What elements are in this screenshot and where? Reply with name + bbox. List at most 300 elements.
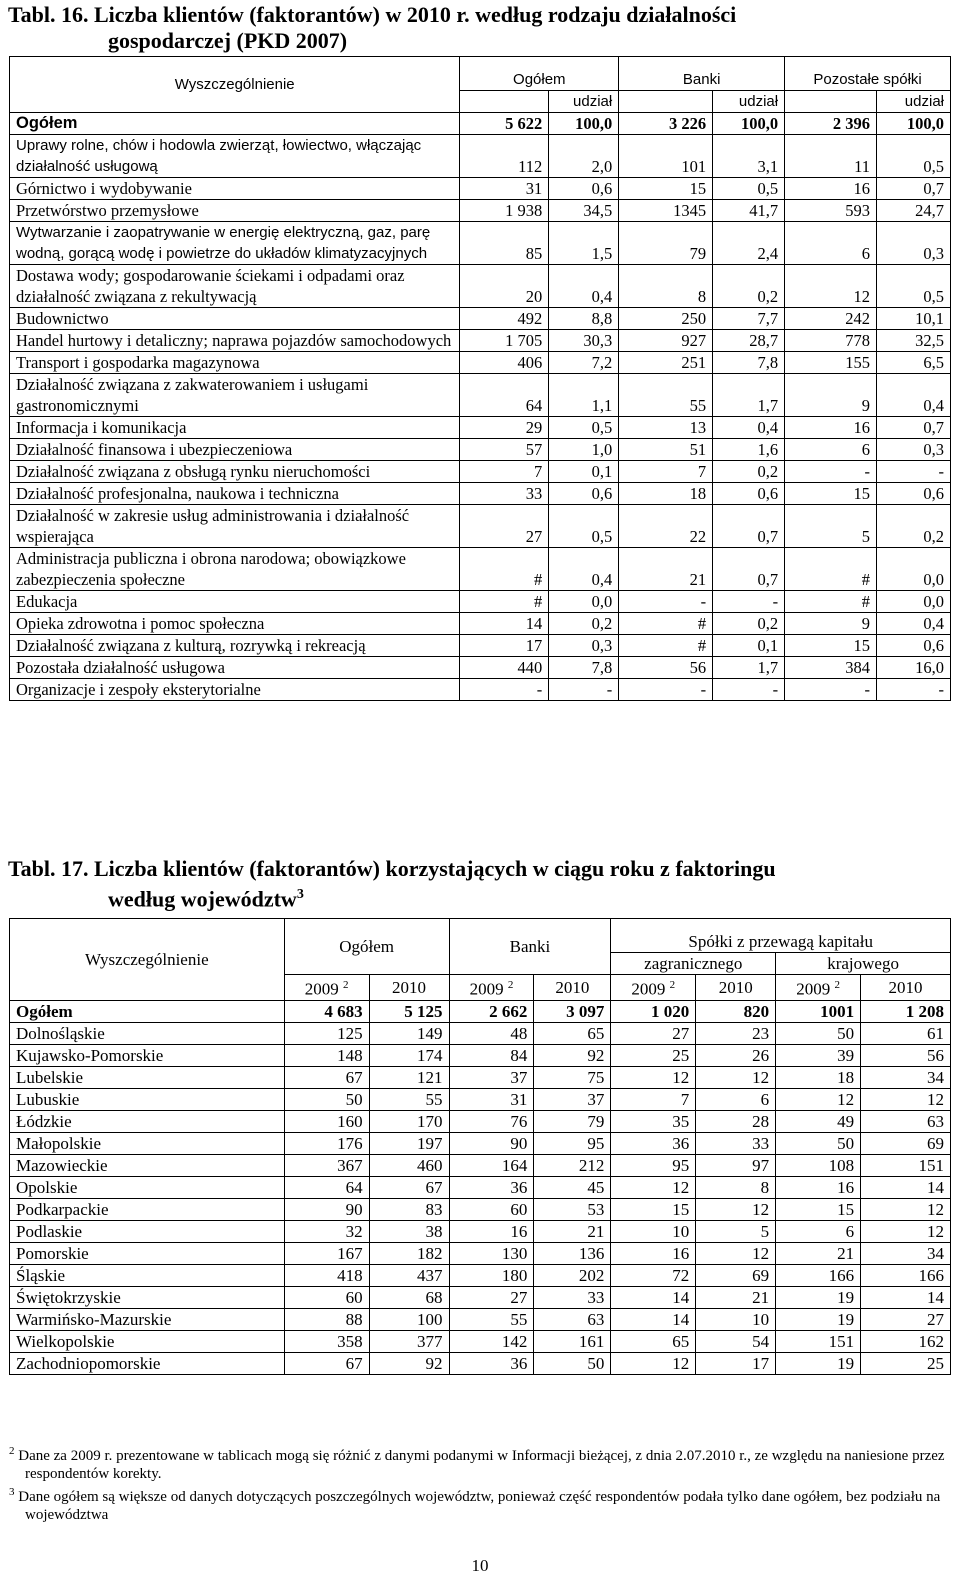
cell-value: 251 bbox=[619, 352, 713, 374]
row-label: Podlaskie bbox=[10, 1220, 285, 1242]
header-udzial-pozostale: udział bbox=[877, 91, 951, 113]
cell-value: 6,5 bbox=[877, 352, 951, 374]
year-2010-header: 2010 bbox=[696, 975, 776, 1001]
row-label: Ogółem bbox=[10, 113, 460, 135]
row-label: Działalność finansowa i ubezpieczeniowa bbox=[10, 439, 460, 461]
table-row bbox=[10, 1264, 951, 1286]
cell-value: 1 938 bbox=[460, 200, 549, 222]
cell-value: 12 bbox=[611, 1066, 696, 1088]
t17-header-banki: Banki bbox=[449, 919, 611, 975]
cell-value: 67 bbox=[369, 1176, 449, 1198]
cell-value: 69 bbox=[861, 1132, 951, 1154]
table-row bbox=[10, 1000, 951, 1022]
cell-value: 0,7 bbox=[713, 548, 785, 591]
cell-value: 34 bbox=[861, 1066, 951, 1088]
cell-value: 17 bbox=[460, 635, 549, 657]
cell-value: 377 bbox=[369, 1330, 449, 1352]
cell-value: 14 bbox=[611, 1286, 696, 1308]
cell-value: 100,0 bbox=[713, 113, 785, 135]
cell-value: 84 bbox=[449, 1044, 534, 1066]
cell-value: 0,4 bbox=[713, 417, 785, 439]
table-row bbox=[10, 461, 951, 483]
cell-value: 27 bbox=[449, 1286, 534, 1308]
cell-value: 32 bbox=[284, 1220, 369, 1242]
table16 bbox=[9, 56, 951, 701]
table-row bbox=[10, 1132, 951, 1154]
cell-value: 12 bbox=[696, 1242, 776, 1264]
cell-value: 0,5 bbox=[713, 178, 785, 200]
table-row bbox=[10, 548, 951, 591]
row-label: Ogółem bbox=[10, 1000, 285, 1022]
cell-value: - bbox=[713, 679, 785, 701]
cell-value: 38 bbox=[369, 1220, 449, 1242]
cell-value: 15 bbox=[785, 483, 877, 505]
cell-value: 83 bbox=[369, 1198, 449, 1220]
row-label: Administracja publiczna i obrona narodowa; obowiązkowe zabezpieczenia społeczne bbox=[10, 548, 460, 591]
cell-value: 161 bbox=[534, 1330, 611, 1352]
cell-value: 112 bbox=[460, 135, 549, 178]
cell-value: 16 bbox=[785, 417, 877, 439]
cell-value: 79 bbox=[534, 1110, 611, 1132]
cell-value: 14 bbox=[611, 1308, 696, 1330]
cell-value: 820 bbox=[696, 1000, 776, 1022]
row-label: Edukacja bbox=[10, 591, 460, 613]
cell-value: 2,4 bbox=[713, 222, 785, 265]
cell-value: 79 bbox=[619, 222, 713, 265]
cell-value: 100,0 bbox=[877, 113, 951, 135]
cell-value: 151 bbox=[861, 1154, 951, 1176]
cell-value: 26 bbox=[696, 1044, 776, 1066]
cell-value: 36 bbox=[449, 1176, 534, 1198]
cell-value: 88 bbox=[284, 1308, 369, 1330]
cell-value: 6 bbox=[696, 1088, 776, 1110]
row-label: Działalność w zakresie usług administrowania i działalność wspierająca bbox=[10, 505, 460, 548]
cell-value: 0,7 bbox=[877, 417, 951, 439]
row-label: Zachodniopomorskie bbox=[10, 1352, 285, 1374]
cell-value: - bbox=[549, 679, 619, 701]
cell-value: 100 bbox=[369, 1308, 449, 1330]
cell-value: - bbox=[619, 679, 713, 701]
cell-value: 0,6 bbox=[549, 483, 619, 505]
cell-value: 8 bbox=[696, 1176, 776, 1198]
cell-value: 1,1 bbox=[549, 374, 619, 417]
t17-header-spolki: Spółki z przewagą kapitału bbox=[611, 919, 951, 953]
cell-value: 7,7 bbox=[713, 308, 785, 330]
row-label: Opieka zdrowotna i pomoc społeczna bbox=[10, 613, 460, 635]
cell-value: 0,3 bbox=[549, 635, 619, 657]
cell-value: 0,5 bbox=[549, 417, 619, 439]
table17-title-line1: Tabl. 17. Liczba klientów (faktorantów) korzystających w ciągu roku z faktoringu bbox=[8, 856, 776, 881]
cell-value: 11 bbox=[785, 135, 877, 178]
cell-value: 927 bbox=[619, 330, 713, 352]
cell-value: 32,5 bbox=[877, 330, 951, 352]
year-2010-header: 2010 bbox=[369, 975, 449, 1001]
table-row bbox=[10, 657, 951, 679]
table-row bbox=[10, 178, 951, 200]
cell-value: 212 bbox=[534, 1154, 611, 1176]
table-row bbox=[10, 635, 951, 657]
cell-value: 36 bbox=[449, 1352, 534, 1374]
cell-value: 437 bbox=[369, 1264, 449, 1286]
cell-value: 90 bbox=[284, 1198, 369, 1220]
year-2009-header bbox=[449, 975, 534, 1001]
cell-value: # bbox=[785, 591, 877, 613]
year-2010-header: 2010 bbox=[861, 975, 951, 1001]
cell-value: 12 bbox=[776, 1088, 861, 1110]
cell-value: 0,4 bbox=[549, 548, 619, 591]
row-label: Lubuskie bbox=[10, 1088, 285, 1110]
cell-value: 57 bbox=[460, 439, 549, 461]
year-2009-header bbox=[284, 975, 369, 1001]
cell-value: 65 bbox=[611, 1330, 696, 1352]
table-row bbox=[10, 200, 951, 222]
cell-value: - bbox=[713, 591, 785, 613]
cell-value: # bbox=[460, 591, 549, 613]
cell-value: 174 bbox=[369, 1044, 449, 1066]
cell-value: 0,3 bbox=[877, 222, 951, 265]
cell-value: 7,2 bbox=[549, 352, 619, 374]
table-row bbox=[10, 679, 951, 701]
cell-value: 95 bbox=[534, 1132, 611, 1154]
cell-value: 64 bbox=[284, 1176, 369, 1198]
cell-value: 92 bbox=[534, 1044, 611, 1066]
row-label: Pozostała działalność usługowa bbox=[10, 657, 460, 679]
cell-value: 16 bbox=[776, 1176, 861, 1198]
cell-value: 56 bbox=[619, 657, 713, 679]
cell-value: 15 bbox=[785, 635, 877, 657]
cell-value: 3 226 bbox=[619, 113, 713, 135]
cell-value: 176 bbox=[284, 1132, 369, 1154]
year-2009-header bbox=[611, 975, 696, 1001]
header-udzial-ogolem: udział bbox=[549, 91, 619, 113]
cell-value: 10 bbox=[611, 1220, 696, 1242]
cell-value: 5 bbox=[785, 505, 877, 548]
cell-value: 21 bbox=[776, 1242, 861, 1264]
cell-value: 0,2 bbox=[713, 265, 785, 308]
cell-value: 21 bbox=[696, 1286, 776, 1308]
cell-value: 65 bbox=[534, 1022, 611, 1044]
cell-value: # bbox=[785, 548, 877, 591]
row-label: Warmińsko-Mazurskie bbox=[10, 1308, 285, 1330]
cell-value: 0,1 bbox=[549, 461, 619, 483]
cell-value: 68 bbox=[369, 1286, 449, 1308]
cell-value: 85 bbox=[460, 222, 549, 265]
cell-value: 33 bbox=[534, 1286, 611, 1308]
table-row bbox=[10, 1330, 951, 1352]
cell-value: # bbox=[619, 613, 713, 635]
cell-value: 0,2 bbox=[713, 613, 785, 635]
row-label: Pomorskie bbox=[10, 1242, 285, 1264]
cell-value: 170 bbox=[369, 1110, 449, 1132]
row-label: Dostawa wody; gospodarowanie ściekami i odpadami oraz działalność związana z rekultywacją bbox=[10, 265, 460, 308]
cell-value: 100,0 bbox=[549, 113, 619, 135]
cell-value: 0,4 bbox=[549, 265, 619, 308]
row-label: Wytwarzanie i zaopatrywanie w energię elektryczną, gaz, parę wodną, gorącą wodę i powietrze do układów klimatyzacyjnych bbox=[10, 222, 460, 265]
cell-value: 54 bbox=[696, 1330, 776, 1352]
cell-value: 25 bbox=[611, 1044, 696, 1066]
cell-value: 6 bbox=[776, 1220, 861, 1242]
cell-value: 0,2 bbox=[549, 613, 619, 635]
cell-value: 30,3 bbox=[549, 330, 619, 352]
cell-value: 16 bbox=[611, 1242, 696, 1264]
cell-value: 49 bbox=[776, 1110, 861, 1132]
cell-value: 28,7 bbox=[713, 330, 785, 352]
t17-header-zagranicznego: zagranicznego bbox=[611, 953, 776, 975]
table16-body bbox=[10, 113, 951, 701]
cell-value: 12 bbox=[611, 1176, 696, 1198]
cell-value: 16 bbox=[449, 1220, 534, 1242]
cell-value: 108 bbox=[776, 1154, 861, 1176]
table-row bbox=[10, 1044, 951, 1066]
footnote-mark: 2 bbox=[343, 979, 349, 991]
cell-value: 15 bbox=[776, 1198, 861, 1220]
cell-value: 6 bbox=[785, 222, 877, 265]
cell-value: 18 bbox=[776, 1066, 861, 1088]
row-label: Podkarpackie bbox=[10, 1198, 285, 1220]
cell-value: 460 bbox=[369, 1154, 449, 1176]
year-2010-header: 2010 bbox=[534, 975, 611, 1001]
cell-value: 45 bbox=[534, 1176, 611, 1198]
cell-value: 406 bbox=[460, 352, 549, 374]
cell-value: 593 bbox=[785, 200, 877, 222]
cell-value: 3,1 bbox=[713, 135, 785, 178]
table-row bbox=[10, 1176, 951, 1198]
cell-value: 53 bbox=[534, 1198, 611, 1220]
cell-value: 166 bbox=[776, 1264, 861, 1286]
cell-value: 1,0 bbox=[549, 439, 619, 461]
cell-value: 7 bbox=[619, 461, 713, 483]
cell-value: 0,0 bbox=[877, 548, 951, 591]
cell-value: 197 bbox=[369, 1132, 449, 1154]
cell-value: 166 bbox=[861, 1264, 951, 1286]
cell-value: 8,8 bbox=[549, 308, 619, 330]
cell-value: 250 bbox=[619, 308, 713, 330]
cell-value: 160 bbox=[284, 1110, 369, 1132]
cell-value: 13 bbox=[619, 417, 713, 439]
cell-value: 67 bbox=[284, 1066, 369, 1088]
table17-title bbox=[8, 856, 776, 912]
footnote-3-text: Dane ogółem są większe od danych dotyczących poszczególnych województw, ponieważ część respondentów podała tylko dane ogółem, bez podziału na województwa bbox=[18, 1489, 941, 1523]
cell-value: 0,6 bbox=[549, 178, 619, 200]
cell-value: 0,2 bbox=[713, 461, 785, 483]
row-label: Transport i gospodarka magazynowa bbox=[10, 352, 460, 374]
footnote-3 bbox=[9, 1483, 951, 1524]
cell-value: 0,6 bbox=[877, 635, 951, 657]
row-label: Handel hurtowy i detaliczny; naprawa pojazdów samochodowych bbox=[10, 330, 460, 352]
cell-value: - bbox=[619, 591, 713, 613]
cell-value: 64 bbox=[460, 374, 549, 417]
table-row bbox=[10, 1198, 951, 1220]
cell-value: 21 bbox=[534, 1220, 611, 1242]
t17-header-krajowego: krajowego bbox=[776, 953, 951, 975]
table-row bbox=[10, 505, 951, 548]
cell-value: 56 bbox=[861, 1044, 951, 1066]
cell-value: 61 bbox=[861, 1022, 951, 1044]
cell-value: 5 125 bbox=[369, 1000, 449, 1022]
cell-value: 1345 bbox=[619, 200, 713, 222]
cell-value: 418 bbox=[284, 1264, 369, 1286]
cell-value: 155 bbox=[785, 352, 877, 374]
cell-value: 151 bbox=[776, 1330, 861, 1352]
cell-value: 101 bbox=[619, 135, 713, 178]
cell-value: 5 bbox=[696, 1220, 776, 1242]
row-label: Mazowieckie bbox=[10, 1154, 285, 1176]
cell-value: 492 bbox=[460, 308, 549, 330]
cell-value: 0,2 bbox=[877, 505, 951, 548]
row-label: Łódzkie bbox=[10, 1110, 285, 1132]
cell-value: 125 bbox=[284, 1022, 369, 1044]
cell-value: 1,6 bbox=[713, 439, 785, 461]
table-row bbox=[10, 1286, 951, 1308]
cell-value: 16,0 bbox=[877, 657, 951, 679]
table16-title bbox=[8, 2, 736, 54]
cell-value: 367 bbox=[284, 1154, 369, 1176]
cell-value: - bbox=[877, 679, 951, 701]
row-label: Opolskie bbox=[10, 1176, 285, 1198]
cell-value: 55 bbox=[369, 1088, 449, 1110]
row-label: Organizacje i zespoły eksterytorialne bbox=[10, 679, 460, 701]
cell-value: 29 bbox=[460, 417, 549, 439]
table-row bbox=[10, 417, 951, 439]
cell-value: 33 bbox=[696, 1132, 776, 1154]
cell-value: 50 bbox=[534, 1352, 611, 1374]
cell-value: 90 bbox=[449, 1132, 534, 1154]
cell-value: 14 bbox=[861, 1286, 951, 1308]
table16-title-line2: gospodarczej (PKD 2007) bbox=[108, 28, 348, 53]
table-row bbox=[10, 1308, 951, 1330]
cell-value: 17 bbox=[696, 1352, 776, 1374]
cell-value: 1 208 bbox=[861, 1000, 951, 1022]
table-row bbox=[10, 613, 951, 635]
cell-value: 1001 bbox=[776, 1000, 861, 1022]
cell-value: 69 bbox=[696, 1264, 776, 1286]
cell-value: 7 bbox=[611, 1088, 696, 1110]
table-row bbox=[10, 113, 951, 135]
table-row bbox=[10, 330, 951, 352]
cell-value: 41,7 bbox=[713, 200, 785, 222]
cell-value: 63 bbox=[534, 1308, 611, 1330]
cell-value: 23 bbox=[696, 1022, 776, 1044]
cell-value: 19 bbox=[776, 1308, 861, 1330]
year-2009-header bbox=[776, 975, 861, 1001]
cell-value: 14 bbox=[460, 613, 549, 635]
cell-value: 1,7 bbox=[713, 657, 785, 679]
table-row bbox=[10, 222, 951, 265]
cell-value: 0,6 bbox=[713, 483, 785, 505]
cell-value: 4 683 bbox=[284, 1000, 369, 1022]
table16-title-line1: Tabl. 16. Liczba klientów (faktorantów) w 2010 r. według rodzaju działalności bbox=[8, 2, 737, 27]
cell-value: 3 097 bbox=[534, 1000, 611, 1022]
cell-value: 14 bbox=[861, 1176, 951, 1198]
cell-value: - bbox=[785, 461, 877, 483]
table-row bbox=[10, 352, 951, 374]
cell-value: 0,7 bbox=[713, 505, 785, 548]
cell-value: 50 bbox=[776, 1132, 861, 1154]
header-pozostale: Pozostałe spółki bbox=[785, 57, 951, 91]
cell-value: 0,1 bbox=[713, 635, 785, 657]
cell-value: 0,7 bbox=[877, 178, 951, 200]
cell-value: 31 bbox=[460, 178, 549, 200]
cell-value: 22 bbox=[619, 505, 713, 548]
table-row bbox=[10, 1154, 951, 1176]
row-label: Uprawy rolne, chów i hodowla zwierząt, łowiectwo, włączając działalność usługową bbox=[10, 135, 460, 178]
cell-value: 75 bbox=[534, 1066, 611, 1088]
cell-value: 92 bbox=[369, 1352, 449, 1374]
cell-value: 16 bbox=[785, 178, 877, 200]
cell-value: 1 705 bbox=[460, 330, 549, 352]
cell-value: 12 bbox=[696, 1198, 776, 1220]
cell-value: 9 bbox=[785, 374, 877, 417]
cell-value: 27 bbox=[611, 1022, 696, 1044]
footnote-mark: 2 bbox=[507, 979, 514, 991]
cell-value: 36 bbox=[611, 1132, 696, 1154]
cell-value: 55 bbox=[449, 1308, 534, 1330]
cell-value: 15 bbox=[619, 178, 713, 200]
cell-value: 50 bbox=[776, 1022, 861, 1044]
header-ogolem: Ogółem bbox=[460, 57, 619, 91]
row-label: Górnictwo i wydobywanie bbox=[10, 178, 460, 200]
table-row bbox=[10, 1088, 951, 1110]
row-label: Działalność związana z zakwaterowaniem i usługami gastronomicznymi bbox=[10, 374, 460, 417]
cell-value: 19 bbox=[776, 1352, 861, 1374]
cell-value: 97 bbox=[696, 1154, 776, 1176]
cell-value: 25 bbox=[861, 1352, 951, 1374]
cell-value: 95 bbox=[611, 1154, 696, 1176]
cell-value: 60 bbox=[284, 1286, 369, 1308]
cell-value: 10,1 bbox=[877, 308, 951, 330]
cell-value: 384 bbox=[785, 657, 877, 679]
year-label: 2009 bbox=[304, 979, 339, 999]
header-udzial-banki: udział bbox=[713, 91, 785, 113]
cell-value: 164 bbox=[449, 1154, 534, 1176]
cell-value: 7 bbox=[460, 461, 549, 483]
row-label: Budownictwo bbox=[10, 308, 460, 330]
year-label: 2009 bbox=[796, 979, 831, 999]
cell-value: 10 bbox=[696, 1308, 776, 1330]
cell-value: 37 bbox=[534, 1088, 611, 1110]
cell-value: 39 bbox=[776, 1044, 861, 1066]
row-label: Wielkopolskie bbox=[10, 1330, 285, 1352]
footnote-2 bbox=[9, 1442, 951, 1483]
row-label: Dolnośląskie bbox=[10, 1022, 285, 1044]
table-row bbox=[10, 265, 951, 308]
cell-value: 18 bbox=[619, 483, 713, 505]
cell-value: 778 bbox=[785, 330, 877, 352]
cell-value: 182 bbox=[369, 1242, 449, 1264]
cell-value: 5 622 bbox=[460, 113, 549, 135]
page-number: 10 bbox=[471, 1556, 489, 1575]
cell-value: 31 bbox=[449, 1088, 534, 1110]
cell-value: 1 020 bbox=[611, 1000, 696, 1022]
table-row bbox=[10, 1220, 951, 1242]
cell-value: 6 bbox=[785, 439, 877, 461]
cell-value: 12 bbox=[861, 1088, 951, 1110]
header-banki: Banki bbox=[619, 57, 785, 91]
table-row bbox=[10, 1022, 951, 1044]
cell-value: 15 bbox=[611, 1198, 696, 1220]
footnote-mark: 2 bbox=[669, 979, 676, 991]
cell-value: 27 bbox=[460, 505, 549, 548]
cell-value: 12 bbox=[785, 265, 877, 308]
cell-value: 162 bbox=[861, 1330, 951, 1352]
cell-value: 34 bbox=[861, 1242, 951, 1264]
cell-value: 27 bbox=[861, 1308, 951, 1330]
cell-value: 2,0 bbox=[549, 135, 619, 178]
footnote-2-mark: 2 bbox=[9, 1445, 15, 1457]
cell-value: 12 bbox=[696, 1066, 776, 1088]
cell-value: # bbox=[460, 548, 549, 591]
table-row bbox=[10, 591, 951, 613]
